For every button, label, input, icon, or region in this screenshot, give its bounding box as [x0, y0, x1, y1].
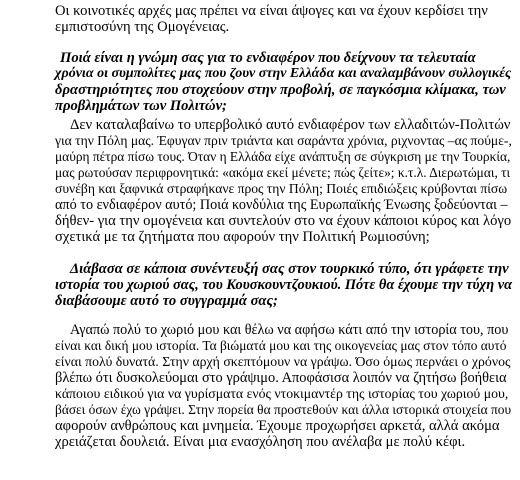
answer1-line-8: σχετικά με τα ζητήματα που αφορούν την Πολιτική Ρωμιοσύνη;	[55, 229, 430, 245]
answer1-line-4: μας ρωτούσαν περιφρονητικά: «ακόμα εκεί μένετε; πώς ζείτε»; κ.τ.λ. Διερωτώμαι, τι	[55, 165, 511, 180]
question1-line-4: προβλημάτων των Πολιτών;	[55, 98, 227, 114]
answer2-line-4: βλέπω ότι δυσκολεύομαι στο γράψιμο. Αποφάσισα λοιπόν να ζητήσω βοήθεια	[55, 370, 507, 386]
answer2-line-6: βάσει όσων έχω γράψει. Στην πορεία θα προστεθούν και άλλα ιστορικά στοιχεία που	[55, 402, 512, 417]
question1-line-3: δραστηριότητες που στοχεύουν στην προβολή, σε παγκόσμια κλίμακα, των	[55, 82, 506, 98]
answer2-line-7: αφορούν ανθρώπους και μνημεία. Έχουμε προχωρήσει αρκετά, αλλά ακόμα	[55, 418, 500, 434]
answer2-line-8: χρειάζεται δουλειά. Είναι μια ενασχόληση που ανέλαβα με πολύ κέφι.	[55, 434, 466, 450]
answer1-line-2: για την Πόλη μας. Έφυγαν πριν τριάντα και σαράντα χρόνια, ριχνοντας –ας πούμε-,	[55, 133, 512, 148]
question2-line-3: διαβάσουμε αυτό το συγγραμμά σας;	[55, 293, 278, 309]
question1-line-2: χρόνια οι συμπολίτες μας που ζουν στην Ελλάδα και αναλαμβάνουν συλλογικές	[55, 66, 512, 81]
answer1-line-3: μαύρη πέτρα πίσω τους. Όταν η Ελλάδα είχε ανάπτυξη σε σύγκριση με την Τουρκία,	[55, 149, 511, 164]
answer2-line-3: είναι πολύ δυνατά. Στην αρχή σκεπτόμουν να γράψω. Όσο όμως περνάει ο χρόνος	[55, 354, 511, 369]
answer1-line-6: από το ενδιαφέρον αυτό; Ποιά κονδύλια της Ευρωπαϊκής Ένωσης ξοδεύονται –	[55, 197, 508, 213]
question2-line-2: ιστορία του χωριού σας, του Κουσκουντζουκιού. Πότε θα έχουμε την τύχη να	[55, 277, 513, 293]
answer2-line-1: Αγαπώ πολύ το χωριό μου και θέλω να αφήσω κάτι από την ιστορία του, που	[70, 322, 509, 338]
answer1-line-7: δήθεν- για την ομογένεια και συντελούν στο να έχουν κάποιοι κύρος και λόγο	[55, 213, 512, 229]
intro-line-2: εμπιστοσύνη της Ομογένειας.	[55, 19, 230, 35]
answer1-line-5: συνέβη και ξαφνικά στραφήκανε προς την Πόλη; Ποιές επιδιώξεις κρύβονται πίσω	[55, 181, 508, 196]
answer2-line-2: είναι και δική μου ιστορία. Τα βιώματά μου και της οικογενείας μας στον τόπο αυτό	[55, 338, 507, 353]
answer2-line-5: κάποιου ειδικού για να γυρίσματα ενός ντοκιμαντέρ της ιστορίας του χωριού μου,	[55, 386, 509, 401]
intro-line-1: Οι κοινοτικές αρχές μας πρέπει να είναι άψογες και να έχουν κερδίσει την	[55, 3, 488, 19]
question2-line-1: Διάβασα σε κάποια συνέντευξή σας στον τουρκικό τύπο, ότι γράφετε την	[70, 261, 509, 277]
question1-line-1: Ποιά είναι η γνώμη σας για το ενδιαφέρον που δείχνουν τα τελευταία	[60, 50, 476, 66]
answer1-line-1: Δεν καταλαβαίνω το υπερβολικό αυτό ενδιαφέρον των ελλαδιτών-Πολιτών	[70, 117, 511, 133]
